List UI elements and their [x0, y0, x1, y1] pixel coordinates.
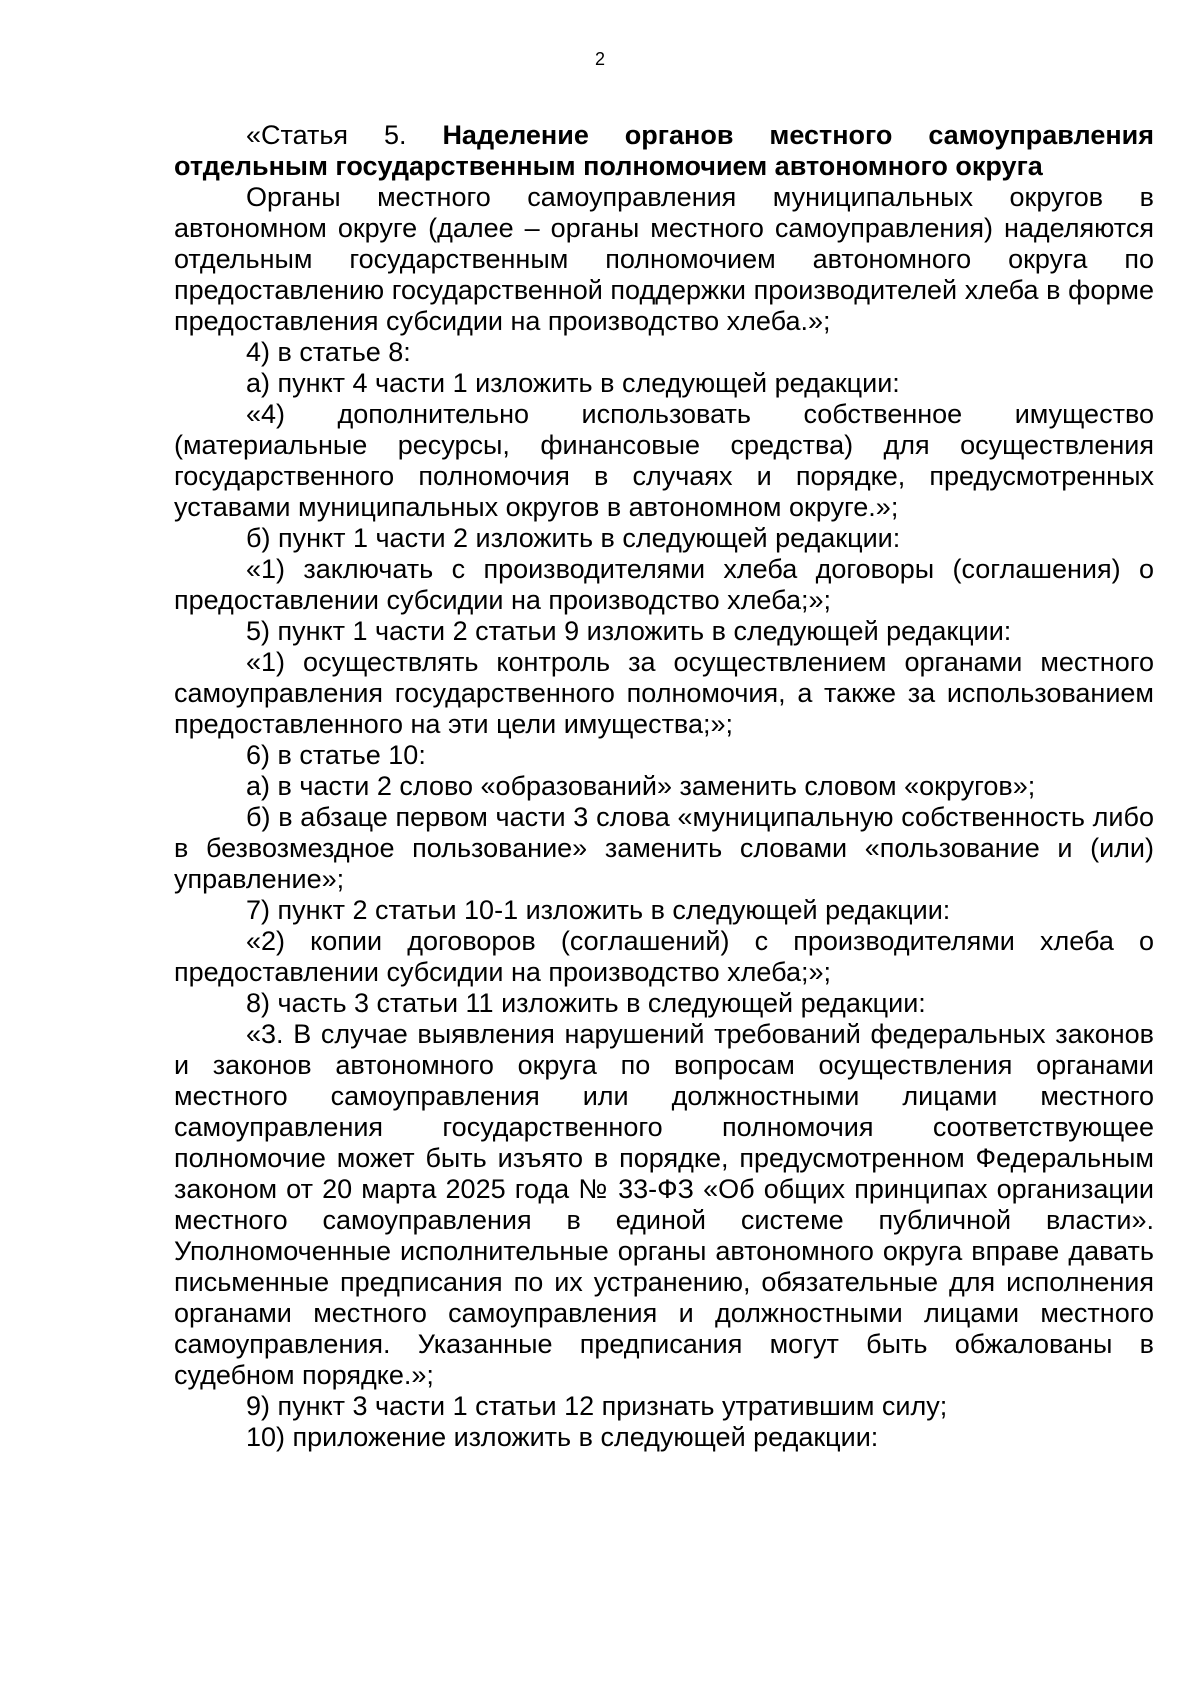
- paragraph: «1) осуществлять контроль за осуществлением органами местного самоуправления государственного полномочия, а также за использованием предоставленного на эти цели имущества;»;: [174, 647, 1154, 739]
- paragraph: 6) в статье 10:: [246, 740, 426, 770]
- paragraph: а) пункт 4 части 1 изложить в следующей редакции:: [246, 368, 900, 398]
- paragraph: «4) дополнительно использовать собственное имущество (материальные ресурсы, финансовые средства) для осуществления государственного полномочия в случаях и порядке, предусмотренных уставами муниципальных округов в автономном округе.»;: [174, 399, 1154, 522]
- paragraph: 5) пункт 1 части 2 статьи 9 изложить в следующей редакции:: [246, 616, 1012, 646]
- paragraph: «2) копии договоров (соглашений) с производителями хлеба о предоставлении субсидии на производство хлеба;»;: [174, 926, 1154, 987]
- paragraph: 7) пункт 2 статьи 10-1 изложить в следующей редакции:: [246, 895, 951, 925]
- paragraph: б) в абзаце первом части 3 слова «муниципальную собственность либо в безвозмездное пользование» заменить словами «пользование и (или) управление»;: [174, 802, 1154, 894]
- article-title: Наделение органов местного самоуправления отдельным государственным полномочием автономного округа: [174, 120, 1154, 181]
- paragraph: 9) пункт 3 части 1 статьи 12 признать утратившим силу;: [246, 1391, 948, 1421]
- paragraph: б) пункт 1 части 2 изложить в следующей редакции:: [246, 523, 901, 553]
- paragraph: Органы местного самоуправления муниципальных округов в автономном округе (далее – органы местного самоуправления) наделяются отдельным государственным полномочием автономного округа по предоставлению государственной поддержки производителей хлеба в форме предоставления субсидии на производство хлеба.»;: [174, 182, 1154, 336]
- document-body: [174, 120, 1154, 1453]
- paragraph: «1) заключать с производителями хлеба договоры (соглашения) о предоставлении субсидии на производство хлеба;»;: [174, 554, 1154, 615]
- article-heading: [174, 120, 1154, 182]
- paragraph: 8) часть 3 статьи 11 изложить в следующей редакции:: [246, 988, 926, 1018]
- paragraph: а) в части 2 слово «образований» заменить словом «округов»;: [246, 771, 1036, 801]
- paragraph: 4) в статье 8:: [246, 337, 411, 367]
- paragraph: «3. В случае выявления нарушений требований федеральных законов и законов автономного округа по вопросам осуществления органами местного самоуправления или должностными лицами местного самоуправления государственного полномочия соответствующее полномочие может быть изъято в порядке, предусмотренном Федеральным законом от 20 марта 2025 года № 33-ФЗ «Об общих принципах организации местного самоуправления в единой системе публичной власти». Уполномоченные исполнительные органы автономного округа вправе давать письменные предписания по их устранению, обязательные для исполнения органами местного самоуправления и должностными лицами местного самоуправления. Указанные предписания могут быть обжалованы в судебном порядке.»;: [174, 1019, 1154, 1390]
- page-number: 2: [594, 49, 605, 69]
- paragraph: 10) приложение изложить в следующей редакции:: [246, 1422, 879, 1452]
- article-prefix: «Статья 5.: [246, 120, 443, 150]
